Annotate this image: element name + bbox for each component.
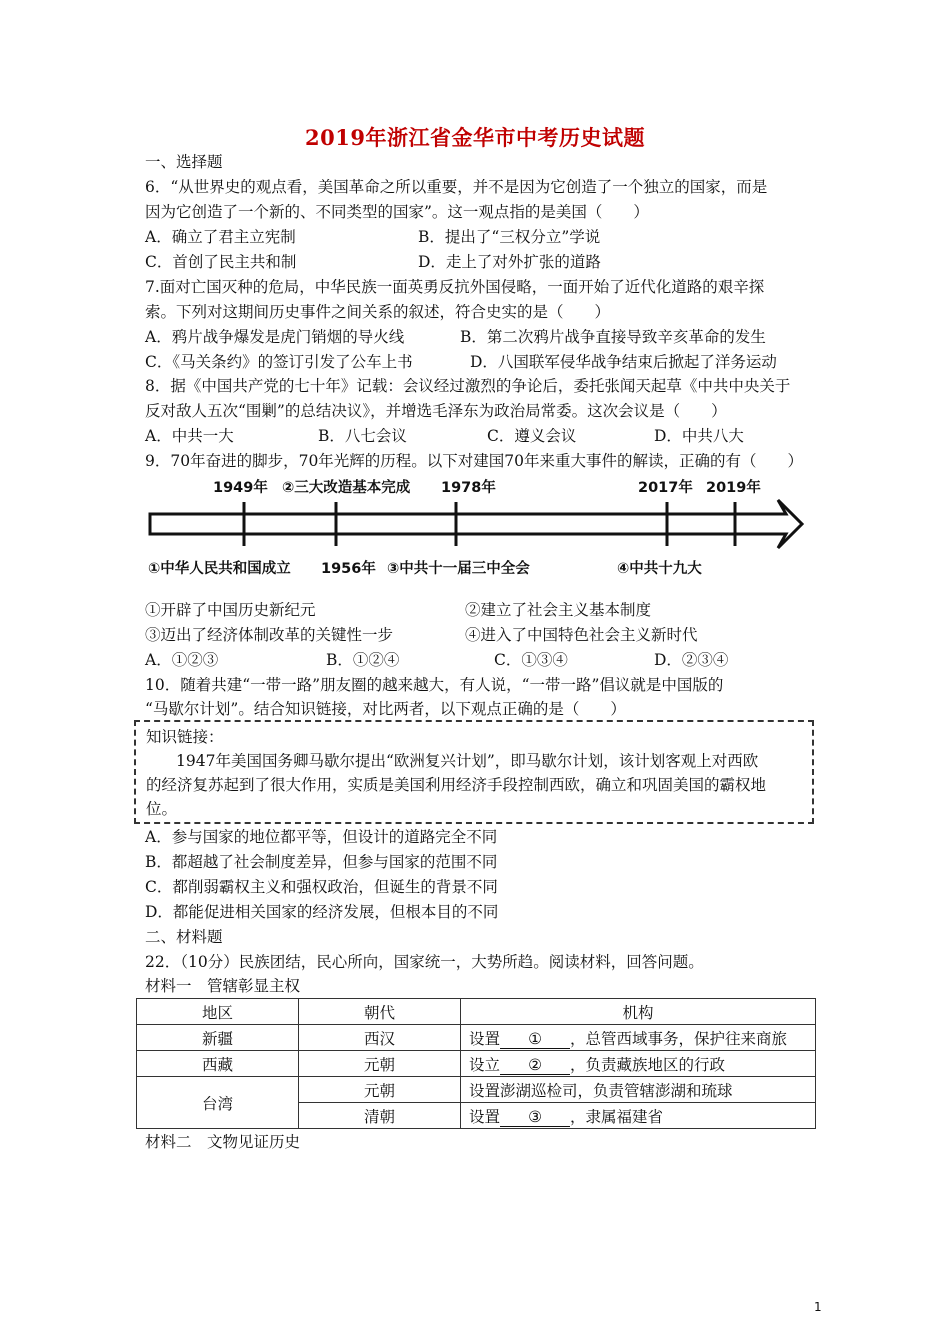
knowledge-link-line3: 位。 [146,800,178,818]
table-row [137,1077,816,1103]
q8-option-b: B．八七会议 [318,427,407,445]
table-row [137,1051,816,1077]
section-heading-choice: 一、选择题 [145,153,223,171]
q6-option-b: B．提出了“三权分立”学说 [418,228,601,246]
timeline-label-third-plenum: ③中共十一届三中全会 [387,561,530,577]
table-row [137,1025,816,1051]
table-cell-institution [461,1025,816,1051]
timeline-arrow [140,494,810,552]
q8-stem-line1: 8．据《中国共产党的七十年》记载：会议经过激烈的争论后，委托张闻天起草《中共中央关于 [145,377,791,395]
q9-option-c: C．①③④ [494,651,568,669]
institution-prefix: 设置 [469,1107,501,1126]
table-cell-region: 新疆 [137,1025,299,1051]
table-header-row [137,999,816,1025]
jurisdiction-table [136,998,816,1129]
institution-suffix: ，负责藏族地区的行政 [570,1055,726,1074]
q9-option-d: D．②③④ [654,651,729,669]
knowledge-link-box [134,720,814,824]
page-title: 2019年浙江省金华市中考历史试题 [305,125,645,150]
timeline-label-socialist-transformation: ②三大改造基本完成 [282,480,411,496]
q6-option-d: D．走上了对外扩张的道路 [418,253,601,271]
timeline-label-1949: 1949年 [213,480,268,496]
q6-option-a: A．确立了君主立宪制 [145,228,296,246]
table-cell-institution: 设置澎湖巡检司，负责管辖澎湖和琉球 [461,1077,816,1103]
q6-stem-line1: 6．“从世界史的观点看，美国革命之所以重要，并不是因为它创造了一个独立的国家，而是 [145,178,768,196]
institution-suffix: ，总管西域事务，保护往来商旅 [570,1029,788,1048]
q8-option-a: A．中共一大 [145,427,234,445]
q7-option-a: A．鸦片战争爆发是虎门销烟的导火线 [145,328,405,346]
answer-blank-1[interactable]: ① [500,1030,570,1049]
table-cell-dynasty: 清朝 [299,1103,461,1129]
q7-stem-line1: 7.面对亡国灭种的危局，中华民族一面英勇反抗外国侵略，一面开始了近代化道路的艰辛探 [145,278,765,296]
institution-prefix: 设置 [469,1029,501,1048]
q7-option-b: B．第二次鸦片战争直接导致辛亥革命的发生 [460,328,766,346]
q8-option-c: C．遵义会议 [487,427,577,445]
timeline-label-2017: 2017年 [638,480,693,496]
q8-stem-line2: 反对敌人五次“围剿”的总结决议》，并增选毛泽东为政治局常委。这次会议是（ ） [145,402,727,420]
q9-stem-line1: 9．70年奋进的脚步，70年光辉的历程。以下对建国70年来重大事件的解读，正确的有（ ） [145,452,804,470]
table-cell-dynasty: 元朝 [299,1051,461,1077]
q6-option-c: C．首创了民主共和制 [145,253,297,271]
table-header-dynasty: 朝代 [299,999,461,1025]
q10-stem-line1: 10．随着共建“一带一路”朋友圈的越来越大，有人说，“一带一路”倡议就是中国版的 [145,676,724,694]
knowledge-link-title: 知识链接： [146,728,224,746]
q7-option-c: C．《马关条约》的签订引发了公车上书 [145,353,413,371]
table-cell-dynasty: 元朝 [299,1077,461,1103]
institution-suffix: ，隶属福建省 [570,1107,664,1126]
q9-option-b: B．①②④ [326,651,400,669]
q6-stem-line2: 因为它创造了一个新的、不同类型的国家”。这一观点指的是美国（ ） [145,203,649,221]
timeline-label-1956: 1956年 [321,561,376,577]
table-cell-region: 台湾 [137,1077,299,1129]
q22-material2-heading: 材料二 文物见证历史 [145,1133,301,1151]
q10-stem-line2: “马歇尔计划”。结合知识链接，对比两者，以下观点正确的是（ ） [145,700,626,718]
table-cell-institution [461,1051,816,1077]
knowledge-link-line2: 的经济复苏起到了很大作用，实质是美国利用经济手段控制西欧，确立和巩固美国的霸权地 [146,776,767,794]
table-cell-institution [461,1103,816,1129]
q10-option-a: A．参与国家的地位都平等，但设计的道路完全不同 [145,828,498,846]
section-heading-material: 二、材料题 [145,928,223,946]
table-header-region: 地区 [137,999,299,1025]
q9-statement-1: ①开辟了中国历史新纪元 [145,601,316,619]
knowledge-link-line1: 1947年美国国务卿马歇尔提出“欧洲复兴计划”，即马歇尔计划，该计划客观上对西欧 [176,752,759,770]
q22-stem-line1: 22．（10分）民族团结，民心所向，国家统一，大势所趋。阅读材料，回答问题。 [145,953,704,971]
table-cell-dynasty: 西汉 [299,1025,461,1051]
timeline-label-prc-founding: ①中华人民共和国成立 [148,561,291,577]
q22-material1-heading: 材料一 管辖彰显主权 [145,977,301,995]
answer-blank-2[interactable]: ② [500,1056,570,1075]
q7-option-d: D．八国联军侵华战争结束后掀起了洋务运动 [470,353,777,371]
q10-option-c: C．都削弱霸权主义和强权政治，但诞生的背景不同 [145,878,498,896]
q9-statement-4: ④进入了中国特色社会主义新时代 [465,626,698,644]
q8-option-d: D．中共八大 [654,427,744,445]
table-header-institution: 机构 [461,999,816,1025]
q10-option-b: B．都超越了社会制度差异，但参与国家的范围不同 [145,853,498,871]
answer-blank-3[interactable]: ③ [500,1108,570,1127]
timeline-label-2019: 2019年 [706,480,761,496]
institution-prefix: 设立 [469,1055,501,1074]
q9-statement-3: ③迈出了经济体制改革的关键性一步 [145,626,394,644]
page-number: 1 [814,1300,822,1314]
timeline-label-19th-congress: ④中共十九大 [617,561,702,577]
q9-option-a: A．①②③ [145,651,219,669]
q9-statement-2: ②建立了社会主义基本制度 [465,601,652,619]
table-cell-region: 西藏 [137,1051,299,1077]
q10-option-d: D．都能促进相关国家的经济发展，但根本目的不同 [145,903,499,921]
timeline-label-1978: 1978年 [441,480,496,496]
q7-stem-line2: 索。下列对这期间历史事件之间关系的叙述，符合史实的是（ ） [145,303,611,321]
